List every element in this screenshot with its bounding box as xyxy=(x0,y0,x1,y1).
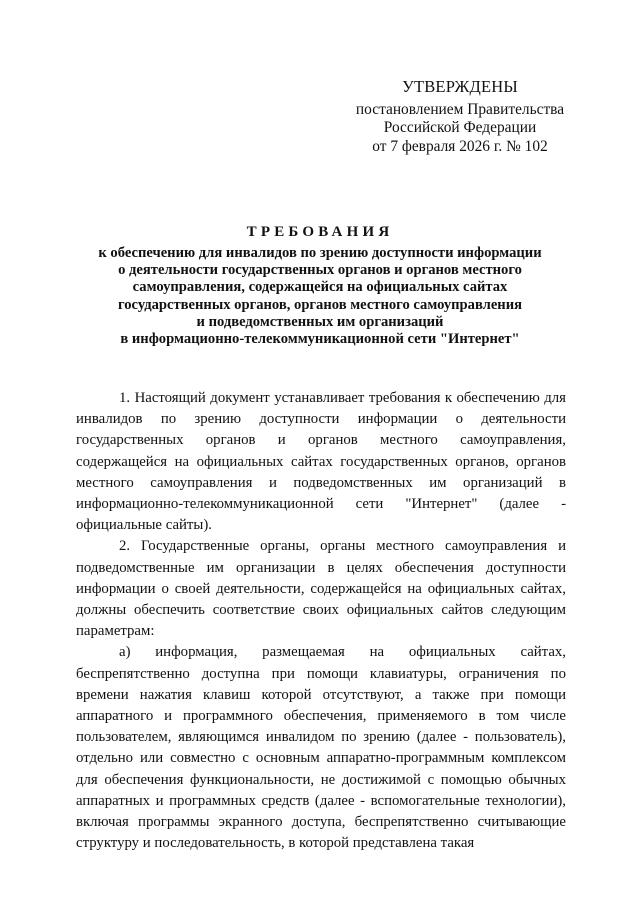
document-body xyxy=(76,388,566,854)
paragraph-1: 1. Настоящий документ устанавливает требования к обеспечению для инвалидов по зрению доступности информации о деятельности государственных органов и органов местного самоуправления, содержащейся на официальных сайтах государственных органов, органов местного самоуправления и подведомственных им организаций в информационно-телекоммуникационной сети "Интернет" (далее - официальные сайты). xyxy=(76,390,566,534)
subtitle-line: и подведомственных им организаций xyxy=(196,313,444,330)
document-title: ТРЕБОВАНИЯ xyxy=(246,224,394,240)
document-subtitle xyxy=(60,245,580,348)
subtitle-line: самоуправления, содержащейся на официальных сайтах xyxy=(132,279,508,296)
subtitle-line: о деятельности государственных органов и органов местного xyxy=(118,262,522,279)
approval-line-2: Российской Федерации xyxy=(383,119,537,136)
approval-line-1: постановлением Правительства xyxy=(355,100,565,118)
subtitle-line: в информационно-телекоммуникационной сети "Интернет" xyxy=(120,331,520,348)
subtitle-line: к обеспечению для инвалидов по зрению доступности информации xyxy=(98,245,542,261)
approval-heading: УТВЕРЖДЕНЫ xyxy=(402,77,518,96)
approval-line-3: от 7 февраля 2026 г. № 102 xyxy=(372,137,548,155)
paragraph-2: 2. Государственные органы, органы местного самоуправления и подведомственные им организации в целях обеспечения доступности информации о своей деятельности, содержащейся на официальных сайтах, должны обеспечить соответствие своих официальных сайтов следующим параметрам: xyxy=(76,538,566,640)
approval-block xyxy=(330,78,590,156)
subtitle-line: государственных органов, органов местного самоуправления xyxy=(117,296,523,313)
paragraph-2a: а) информация, размещаемая на официальных сайтах, беспрепятственно доступна при помощи клавиатуры, ограничения по времени нажатия клавиш которой отсутствуют, а также при помощи аппаратного и программного обеспечения, применяемого в том числе пользователем, являющимся инвалидом по зрению (далее - пользователь), отдельно или совместно с основным аппаратно-программным комплексом для обеспечения функциональности, не достижимой с помощью обычных аппаратных и программных средств (далее - вспомогательные технологии), включая программы экранного доступа, беспрепятственно считывающие структуру и последовательность, в которой представлена такая xyxy=(76,644,566,852)
